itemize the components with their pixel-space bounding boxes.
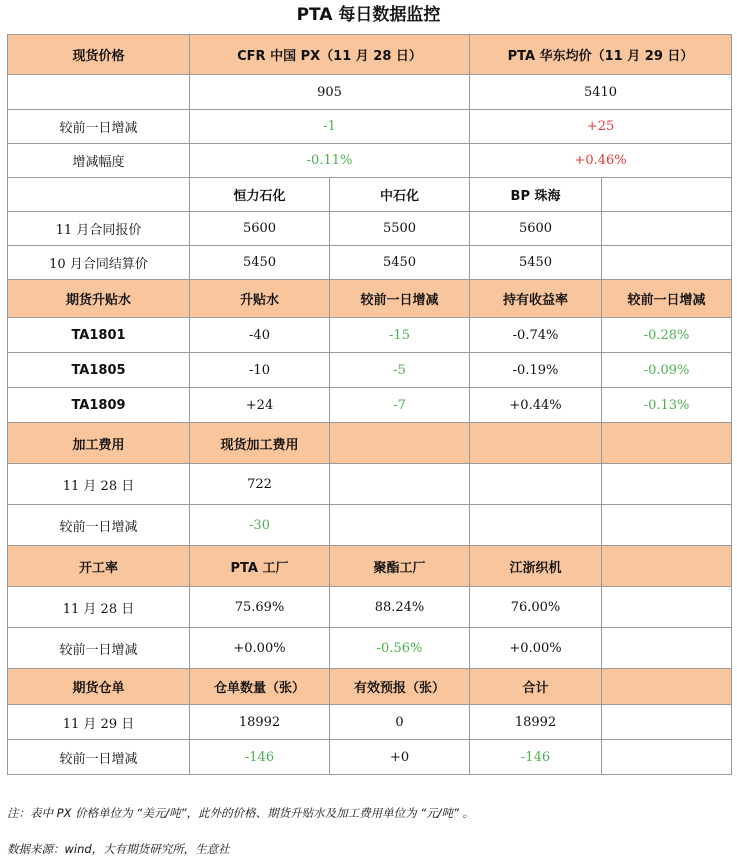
spot-price-label bbox=[8, 75, 190, 110]
carry-yield-header: 持有收益率 bbox=[470, 280, 602, 318]
contract-header-empty bbox=[602, 178, 732, 212]
cell: 5450 bbox=[190, 246, 330, 280]
page-title: PTA 每日数据监控 bbox=[296, 5, 441, 25]
cell: 5450 bbox=[470, 246, 602, 280]
cell bbox=[602, 669, 732, 705]
cell: 88.24% bbox=[330, 587, 470, 628]
unit-note: 注：表中 PX 价格单位为 “美元/吨”，此外的价格、期货升贴水及加工费用单位为 “元/吨” 。 bbox=[7, 806, 475, 820]
spot-pct-label: 增减幅度 bbox=[8, 144, 190, 178]
spot-change-label: 较前一日增减 bbox=[8, 110, 190, 144]
cell: 5500 bbox=[330, 212, 470, 246]
spot-processing-header: 现货加工费用 bbox=[190, 423, 330, 464]
operating-section-label: 开工率 bbox=[8, 546, 190, 587]
cell bbox=[602, 740, 732, 775]
warehouse-section-label: 期货仓单 bbox=[8, 669, 190, 705]
contract-header-row bbox=[8, 178, 732, 212]
spot-change-row bbox=[8, 110, 732, 144]
cell: 5450 bbox=[330, 246, 470, 280]
cell: -5 bbox=[330, 353, 470, 388]
cell: -0.56% bbox=[330, 628, 470, 669]
cell bbox=[602, 546, 732, 587]
table-row bbox=[8, 740, 732, 775]
cell: 5600 bbox=[190, 212, 330, 246]
cell bbox=[470, 464, 602, 505]
cell bbox=[602, 628, 732, 669]
cell bbox=[602, 705, 732, 740]
futures-section-label: 期货升贴水 bbox=[8, 280, 190, 318]
row-label: 较前一日增减 bbox=[8, 628, 190, 669]
pta-data-table bbox=[7, 34, 732, 775]
polyester-plant-header: 聚酯工厂 bbox=[330, 546, 470, 587]
contract-code: TA1805 bbox=[8, 353, 190, 388]
row-label: 10 月合同结算价 bbox=[8, 246, 190, 280]
row-label: 较前一日增减 bbox=[8, 505, 190, 546]
table-row bbox=[8, 705, 732, 740]
contract-header-blank bbox=[8, 178, 190, 212]
cell: -146 bbox=[470, 740, 602, 775]
row-label: 11 月 28 日 bbox=[8, 464, 190, 505]
cell: -15 bbox=[330, 318, 470, 353]
row-label: 较前一日增减 bbox=[8, 740, 190, 775]
cell: -0.09% bbox=[602, 353, 732, 388]
processing-header-row bbox=[8, 423, 732, 464]
cell bbox=[330, 505, 470, 546]
cell: 75.69% bbox=[190, 587, 330, 628]
bp-zhuhai-header: BP 珠海 bbox=[470, 178, 602, 212]
cell bbox=[602, 212, 732, 246]
pta-east-header: PTA 华东均价（11 月 29 日） bbox=[470, 35, 732, 75]
pta-east-pct: +0.46% bbox=[470, 144, 732, 178]
operating-header-row bbox=[8, 546, 732, 587]
cell: -30 bbox=[190, 505, 330, 546]
table-row bbox=[8, 388, 732, 423]
spot-price-row bbox=[8, 75, 732, 110]
cell bbox=[470, 423, 602, 464]
cfr-px-pct: -0.11% bbox=[190, 144, 470, 178]
cell: +0.00% bbox=[470, 628, 602, 669]
cell: 722 bbox=[190, 464, 330, 505]
table-row bbox=[8, 318, 732, 353]
cell: 18992 bbox=[470, 705, 602, 740]
table-row bbox=[8, 628, 732, 669]
table-row bbox=[8, 246, 732, 280]
cfr-px-header: CFR 中国 PX（11 月 28 日） bbox=[190, 35, 470, 75]
cfr-px-price: 905 bbox=[190, 75, 470, 110]
contract-code: TA1809 bbox=[8, 388, 190, 423]
basis-change-header: 较前一日增减 bbox=[330, 280, 470, 318]
row-label: 11 月 29 日 bbox=[8, 705, 190, 740]
cell bbox=[602, 246, 732, 280]
row-label: 11 月 28 日 bbox=[8, 587, 190, 628]
cell: -10 bbox=[190, 353, 330, 388]
total-header: 合计 bbox=[470, 669, 602, 705]
pta-plant-header: PTA 工厂 bbox=[190, 546, 330, 587]
table-row bbox=[8, 212, 732, 246]
loom-header: 江浙织机 bbox=[470, 546, 602, 587]
cell bbox=[470, 505, 602, 546]
cell: -0.74% bbox=[470, 318, 602, 353]
row-label: 11 月合同报价 bbox=[8, 212, 190, 246]
cell: +0.44% bbox=[470, 388, 602, 423]
forecast-header: 有效预报（张） bbox=[330, 669, 470, 705]
pta-east-change: +25 bbox=[470, 110, 732, 144]
basis-header: 升贴水 bbox=[190, 280, 330, 318]
contract-code: TA1801 bbox=[8, 318, 190, 353]
table-row bbox=[8, 505, 732, 546]
cell: -0.28% bbox=[602, 318, 732, 353]
spot-section-label: 现货价格 bbox=[8, 35, 190, 75]
cell: -146 bbox=[190, 740, 330, 775]
cell: 76.00% bbox=[470, 587, 602, 628]
cell: +24 bbox=[190, 388, 330, 423]
table-row bbox=[8, 587, 732, 628]
cell bbox=[602, 464, 732, 505]
pta-east-price: 5410 bbox=[470, 75, 732, 110]
cell: 18992 bbox=[190, 705, 330, 740]
futures-header-row bbox=[8, 280, 732, 318]
processing-section-label: 加工费用 bbox=[8, 423, 190, 464]
cell: +0 bbox=[330, 740, 470, 775]
cfr-px-change: -1 bbox=[190, 110, 470, 144]
cell: -7 bbox=[330, 388, 470, 423]
cell bbox=[330, 423, 470, 464]
cell bbox=[602, 423, 732, 464]
cell: +0.00% bbox=[190, 628, 330, 669]
cell: 0 bbox=[330, 705, 470, 740]
spot-pct-row bbox=[8, 144, 732, 178]
cell bbox=[602, 587, 732, 628]
table-row bbox=[8, 464, 732, 505]
sinopec-header: 中石化 bbox=[330, 178, 470, 212]
cell: -0.13% bbox=[602, 388, 732, 423]
cell: -0.19% bbox=[470, 353, 602, 388]
data-source-note: 数据来源：wind，大有期货研究所，生意社 bbox=[7, 842, 230, 856]
cell bbox=[330, 464, 470, 505]
receipt-qty-header: 仓单数量（张） bbox=[190, 669, 330, 705]
table-row bbox=[8, 353, 732, 388]
spot-header-row bbox=[8, 35, 732, 75]
hengli-header: 恒力石化 bbox=[190, 178, 330, 212]
cell: 5600 bbox=[470, 212, 602, 246]
carry-change-header: 较前一日增减 bbox=[602, 280, 732, 318]
cell bbox=[602, 505, 732, 546]
warehouse-header-row bbox=[8, 669, 732, 705]
cell: -40 bbox=[190, 318, 330, 353]
